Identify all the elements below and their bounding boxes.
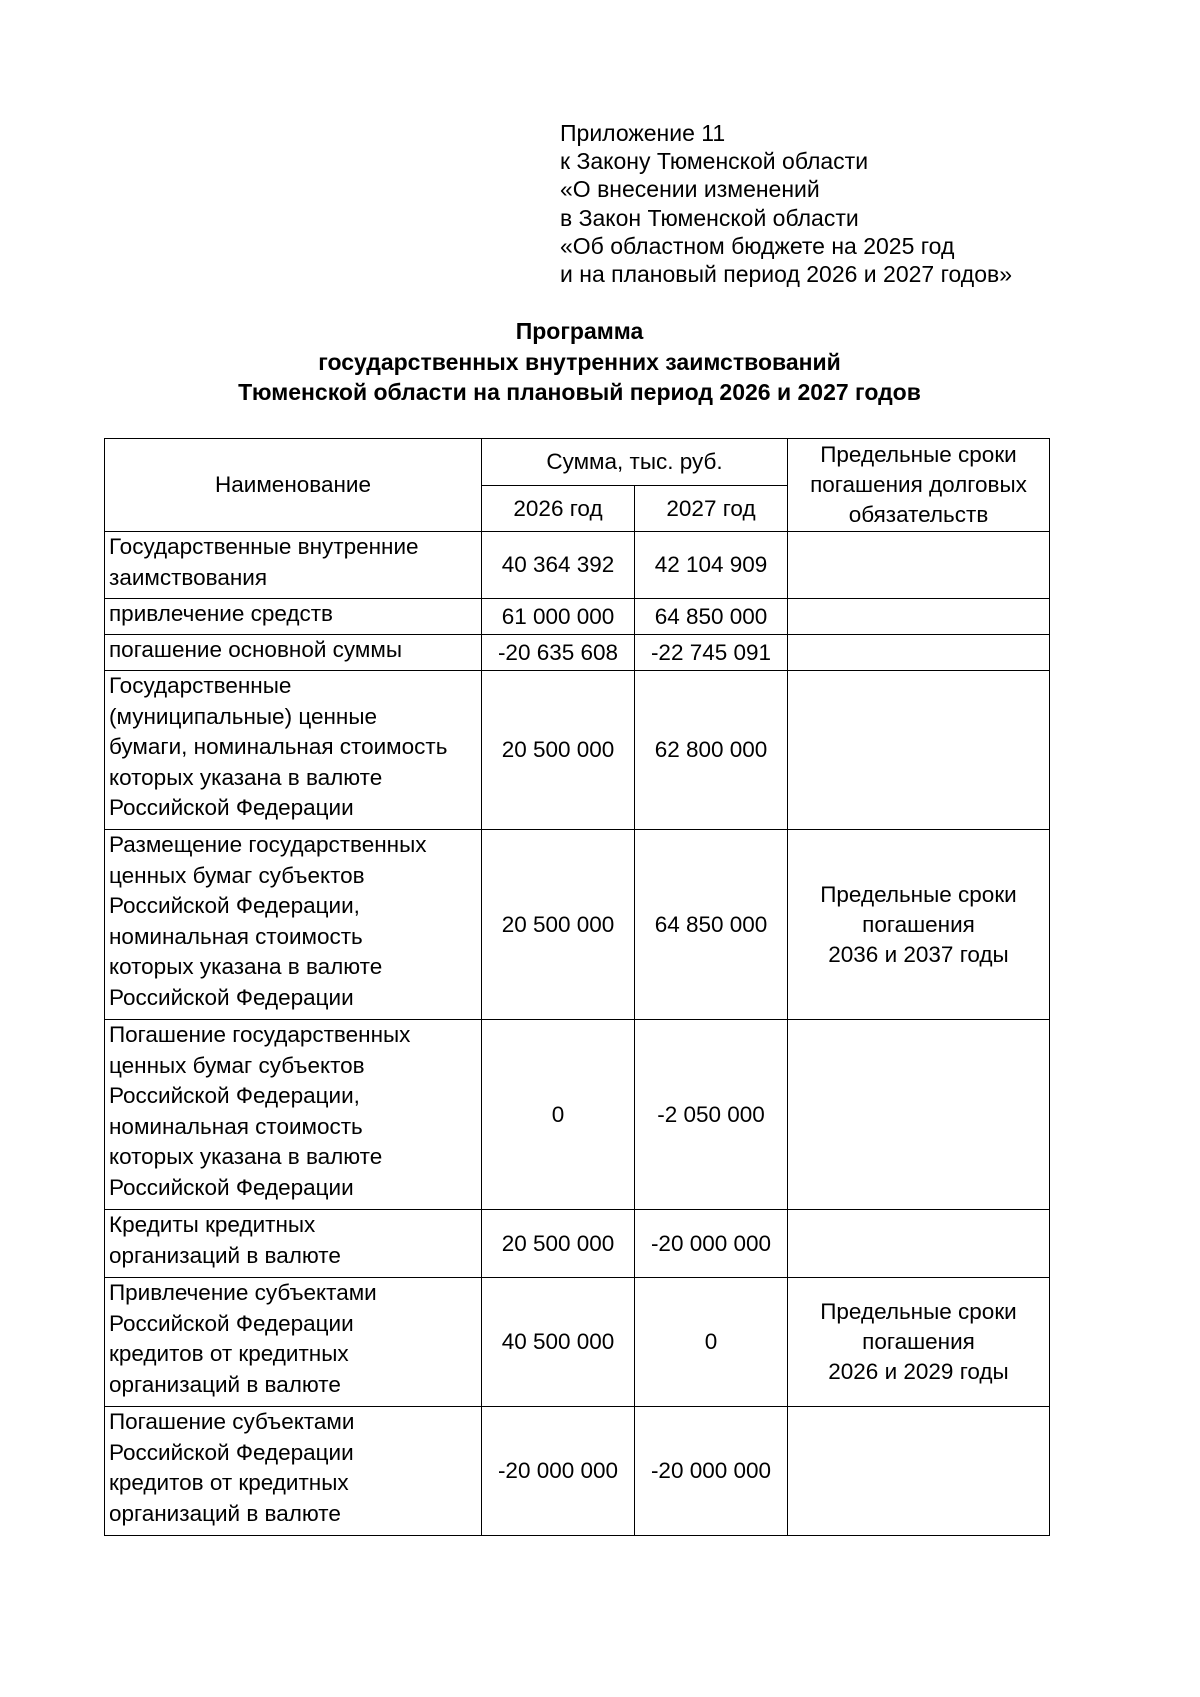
header-name: Наименование — [105, 439, 482, 532]
row-name-line: Размещение государственных — [109, 832, 427, 857]
row-name-line: Российской Федерации — [109, 795, 354, 820]
row-name — [105, 830, 482, 1020]
row-name-line: погашение основной суммы — [109, 637, 403, 662]
row-name-line: Кредиты кредитных — [109, 1212, 316, 1237]
title-line: Программа — [515, 318, 644, 344]
row-name-line: организаций в валюте — [109, 1371, 341, 1397]
appendix-line: в Закон Тюменской области — [560, 204, 859, 231]
row-name — [105, 532, 482, 599]
table-row — [105, 599, 1050, 635]
row-name-line: которых указана в валюте — [109, 1144, 383, 1169]
terms-line: погашения — [862, 1329, 975, 1354]
appendix-line: «О внесении изменений — [560, 176, 820, 203]
value-2026: 61 000 000 — [482, 599, 635, 635]
terms-line: Предельные сроки — [820, 881, 1017, 907]
row-name-line: Погашение субъектами — [109, 1409, 355, 1434]
value-2026: -20 635 608 — [482, 635, 635, 671]
value-2026: 20 500 000 — [482, 1210, 635, 1278]
terms-line: 2036 и 2037 годы — [828, 941, 1009, 967]
row-name-line: Российской Федерации, — [109, 1083, 360, 1108]
row-name-line: бумаги, номинальная стоимость — [109, 734, 448, 759]
row-name — [105, 599, 482, 635]
appendix-line: и на плановый период 2026 и 2027 годов» — [560, 261, 1012, 288]
row-name-line: Государственные — [109, 673, 292, 698]
value-2026: -20 000 000 — [482, 1407, 635, 1536]
terms-line: 2026 и 2029 годы — [828, 1359, 1009, 1384]
row-name-line: Российской Федерации, — [109, 893, 360, 918]
title-line: государственных внутренних заимствований — [318, 348, 841, 375]
row-name-line: организаций в валюте — [109, 1242, 341, 1268]
value-2027: 62 800 000 — [635, 671, 788, 830]
table-row — [105, 830, 1050, 1020]
value-2027: 64 850 000 — [635, 599, 788, 635]
terms-cell — [788, 1210, 1050, 1278]
terms-cell — [788, 599, 1050, 635]
row-name — [105, 1278, 482, 1407]
row-name — [105, 635, 482, 671]
borrowing-program-table — [104, 438, 1050, 1536]
header-year-2027: 2027 год — [635, 486, 788, 532]
row-name-line: Российской Федерации — [109, 1439, 354, 1465]
row-name-line: номинальная стоимость — [109, 1113, 363, 1139]
row-name-line: (муниципальные) ценные — [109, 703, 378, 729]
value-2027: 64 850 000 — [635, 830, 788, 1020]
row-name-line: которых указана в валюте — [109, 764, 383, 790]
row-name-line: номинальная стоимость — [109, 923, 363, 949]
table-row — [105, 1407, 1050, 1536]
value-2026: 20 500 000 — [482, 830, 635, 1020]
table-row — [105, 532, 1050, 599]
appendix-line: Приложение 11 — [560, 120, 726, 146]
terms-cell — [788, 532, 1050, 599]
row-name-line: которых указана в валюте — [109, 954, 383, 979]
terms-cell — [788, 671, 1050, 830]
appendix-note — [560, 119, 1180, 288]
terms-cell — [788, 1020, 1050, 1210]
terms-cell — [788, 1278, 1050, 1407]
table-row — [105, 635, 1050, 671]
terms-line: погашения — [862, 911, 975, 937]
value-2026: 0 — [482, 1020, 635, 1210]
table-row — [105, 1210, 1050, 1278]
table-row — [105, 1020, 1050, 1210]
terms-cell — [788, 1407, 1050, 1536]
row-name — [105, 1210, 482, 1278]
header-terms-line: обязательств — [848, 502, 989, 527]
value-2026: 40 500 000 — [482, 1278, 635, 1407]
row-name-line: организаций в валюте — [109, 1500, 341, 1526]
header-year-2026: 2026 год — [482, 486, 635, 532]
header-row — [105, 439, 1050, 486]
value-2027: 0 — [635, 1278, 788, 1407]
table-row — [105, 1278, 1050, 1407]
appendix-line: «Об областном бюджете на 2025 год — [560, 232, 955, 259]
value-2027: -20 000 000 — [635, 1210, 788, 1278]
row-name-line: ценных бумаг субъектов — [109, 1052, 365, 1078]
row-name-line: Российской Федерации — [109, 1174, 354, 1200]
title-line: Тюменской области на плановый период 2026 и 2027 годов — [238, 379, 921, 405]
header-terms — [788, 439, 1050, 532]
row-name-line: привлечение средств — [109, 601, 334, 626]
row-name — [105, 1407, 482, 1536]
row-name — [105, 671, 482, 830]
row-name — [105, 1020, 482, 1210]
value-2026: 40 364 392 — [482, 532, 635, 599]
appendix-line: к Закону Тюменской области — [560, 148, 869, 175]
table-row — [105, 671, 1050, 830]
row-name-line: заимствования — [109, 564, 268, 590]
row-name-line: Погашение государственных — [109, 1022, 411, 1047]
header-terms-line: погашения долговых — [810, 472, 1027, 497]
header-terms-line: Предельные сроки — [820, 442, 1017, 467]
value-2027: -2 050 000 — [635, 1020, 788, 1210]
header-sum: Сумма, тыс. руб. — [482, 439, 788, 486]
value-2027: -20 000 000 — [635, 1407, 788, 1536]
row-name-line: Государственные внутренние — [109, 534, 419, 559]
terms-line: Предельные сроки — [820, 1299, 1017, 1324]
row-name-line: Российской Федерации — [109, 1310, 354, 1336]
terms-cell — [788, 635, 1050, 671]
row-name-line: кредитов от кредитных — [109, 1470, 349, 1495]
row-name-line: кредитов от кредитных — [109, 1341, 349, 1366]
row-name-line: Российской Федерации — [109, 984, 354, 1010]
terms-cell — [788, 830, 1050, 1020]
document-title — [96, 316, 1063, 408]
value-2026: 20 500 000 — [482, 671, 635, 830]
row-name-line: Привлечение субъектами — [109, 1280, 377, 1305]
value-2027: -22 745 091 — [635, 635, 788, 671]
value-2027: 42 104 909 — [635, 532, 788, 599]
row-name-line: ценных бумаг субъектов — [109, 862, 365, 888]
